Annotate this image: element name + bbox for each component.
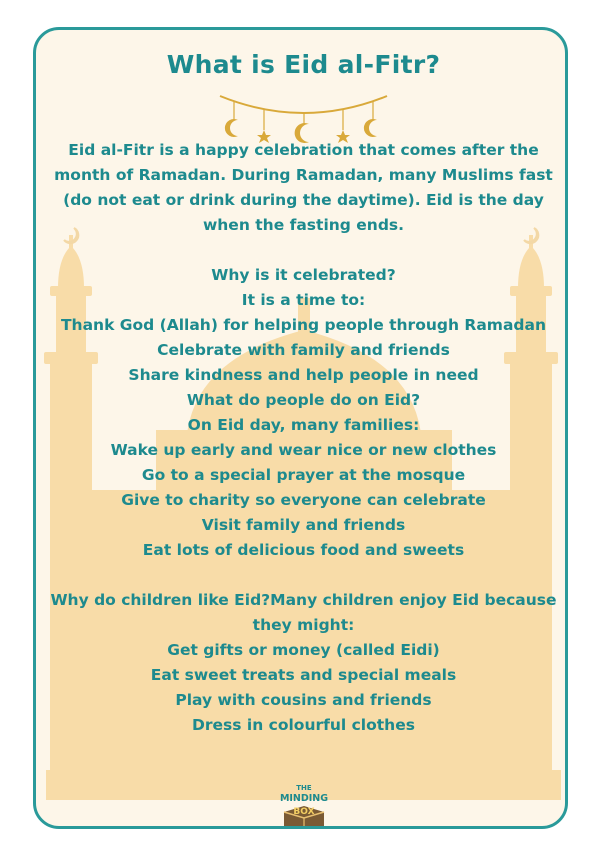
list-item: Thank God (Allah) for helping people through Ramadan (60, 316, 547, 334)
list-item: Celebrate with family and friends (157, 341, 450, 359)
section-heading: Why is it celebrated? (211, 266, 396, 284)
list-item: Visit family and friends (201, 516, 406, 534)
spacer (46, 563, 561, 588)
list-item: Eat lots of delicious food and sweets (142, 541, 465, 559)
minding-box-logo (274, 782, 334, 829)
intro-paragraph: Eid al-Fitr is a happy celebration that comes after the month of Ramadan. During Ramadan, many Muslims fast (do not eat or drink during the daytime). Eid is the day when the fasting ends. (54, 141, 553, 234)
article-body (46, 138, 561, 738)
list-item: Play with cousins and friends (175, 691, 432, 709)
list-item: Get gifts or money (called Eidi) (167, 641, 440, 659)
section-heading: What do people do on Eid? (186, 391, 421, 409)
list-item: Eat sweet treats and special meals (150, 666, 457, 684)
list-item: Dress in colourful clothes (192, 716, 415, 734)
rounded-frame (33, 27, 568, 829)
section-heading: Why do children like Eid?Many children enjoy Eid because they might: (50, 591, 557, 634)
logo-line-1: THE (296, 784, 312, 792)
logo-line-2: MINDING (279, 793, 329, 804)
list-item: Wake up early and wear nice or new clothes (110, 441, 497, 459)
list-item: Share kindness and help people in need (128, 366, 479, 384)
list-item: Give to charity so everyone can celebrate (121, 491, 486, 509)
spacer (46, 238, 561, 263)
logo-line-3: BOX (293, 807, 315, 817)
page-title: What is Eid al-Fitr? (166, 50, 441, 79)
section-lead: On Eid day, many families: (187, 416, 420, 434)
section-lead: It is a time to: (241, 291, 366, 309)
list-item: Go to a special prayer at the mosque (141, 466, 466, 484)
